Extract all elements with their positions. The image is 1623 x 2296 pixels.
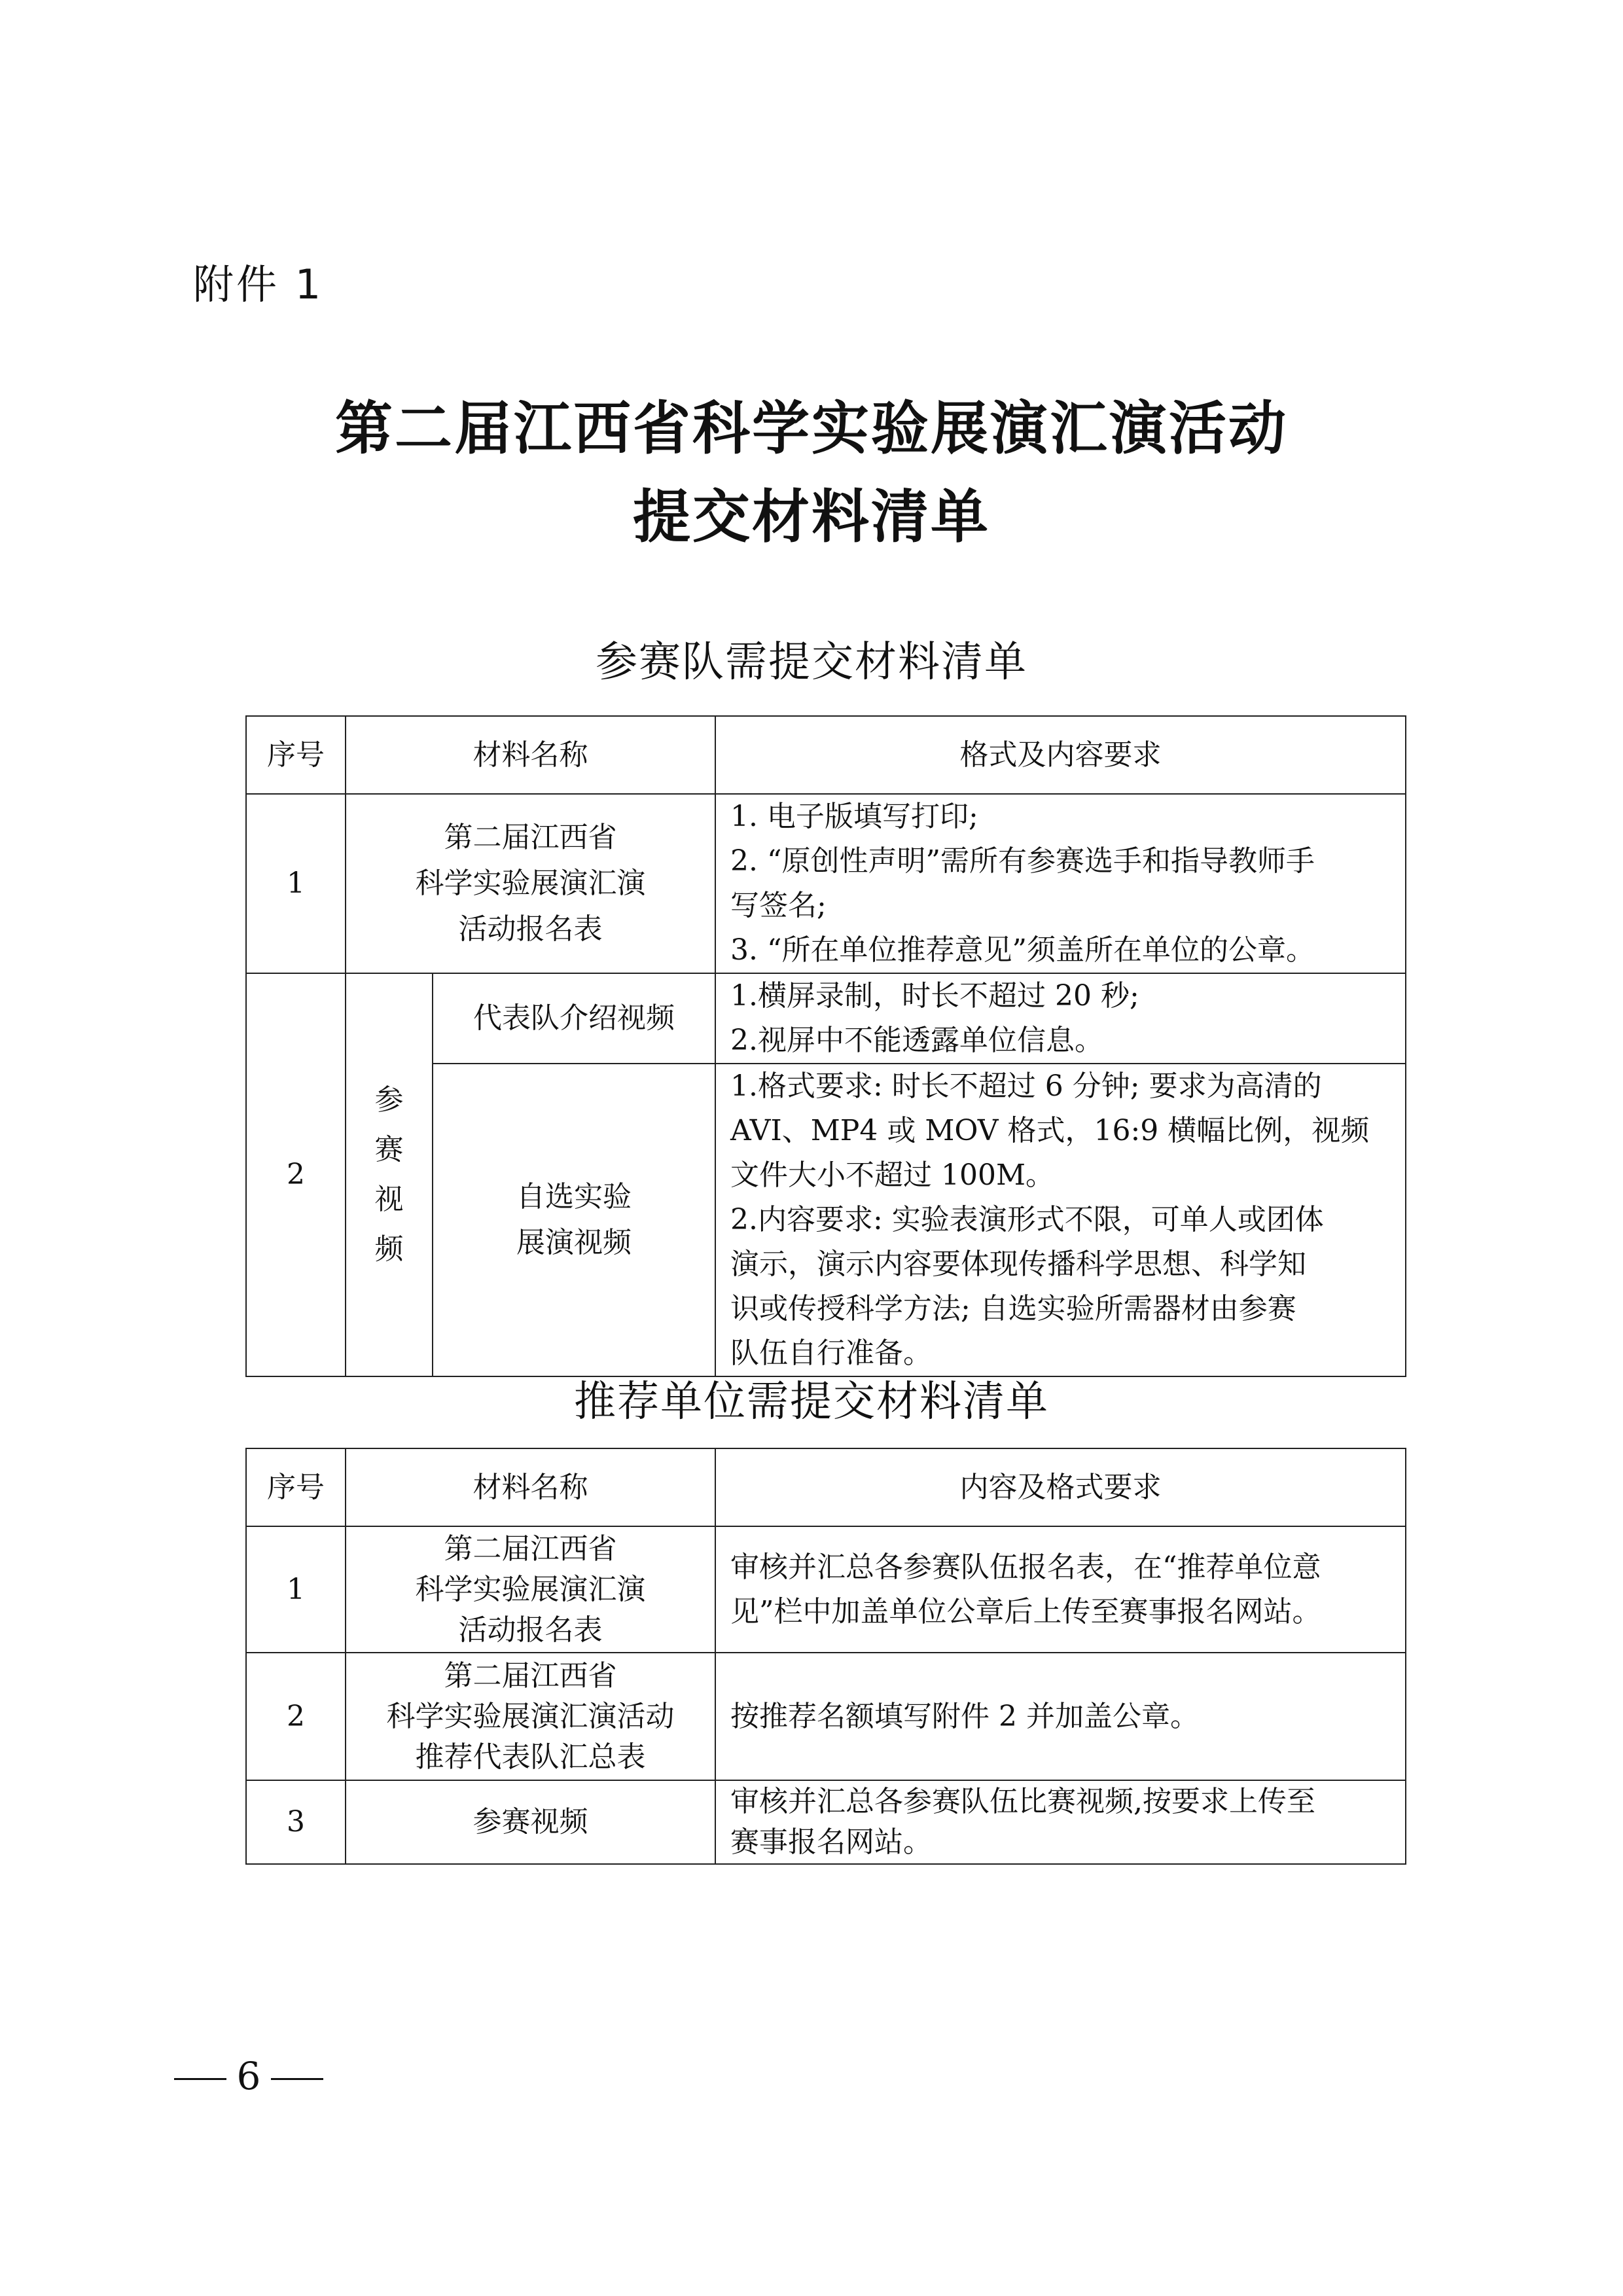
requirement-line: 1. 电子版填写打印;: [730, 800, 978, 833]
header-material-name: 材料名称: [346, 1448, 715, 1526]
header-requirements: 格式及内容要求: [715, 716, 1406, 794]
header-requirements: 内容及格式要求: [715, 1448, 1406, 1526]
requirement-line: 2. “原创性声明”需所有参赛选手和指导教师手: [730, 844, 1315, 878]
header-material-name: 材料名称: [346, 716, 715, 794]
material-name-line: 推荐代表队汇总表: [415, 1740, 646, 1774]
page-number: [0, 2054, 497, 2098]
video-group-char: 视: [374, 1183, 404, 1216]
table-header-row: [246, 1448, 1406, 1526]
material-name-line: 第二届江西省: [444, 821, 617, 854]
requirement-line: 文件大小不超过 100M。: [730, 1158, 1055, 1192]
page-dash-right: [271, 2078, 323, 2080]
requirement-line: 2.视屏中不能透露单位信息。: [730, 1024, 1103, 1057]
document-title-line-2: 提交材料清单: [632, 482, 990, 550]
requirement-line: 演示，演示内容要体现传播科学思想、科学知: [730, 1247, 1306, 1281]
material-name-line: 第二届江西省: [444, 1532, 617, 1566]
table-row: [246, 1526, 1406, 1653]
requirement-line: 审核并汇总各参赛队伍比赛视频,按要求上传至: [730, 1785, 1315, 1818]
requirement-line: AVI、MP4 或 MOV 格式，16:9 横幅比例，视频: [730, 1114, 1370, 1147]
page-dash-left: [174, 2078, 226, 2080]
requirements-cell: [715, 973, 1406, 1064]
material-name-line: 活动报名表: [458, 912, 603, 946]
table-row: [246, 794, 1406, 973]
material-name-cell: 代表队介绍视频: [433, 973, 715, 1064]
team-table-heading: 参赛队需提交材料清单: [596, 638, 1027, 687]
material-name-line: 科学实验展演汇演活动: [386, 1699, 675, 1733]
requirements-cell: [715, 1653, 1406, 1780]
requirement-line: 识或传授科学方法; 自选实验所需器材由参赛: [730, 1292, 1296, 1325]
video-group-char: 参: [374, 1083, 404, 1117]
header-index: 序号: [246, 716, 346, 794]
material-name-cell: [346, 1653, 715, 1780]
table-row: [246, 1653, 1406, 1780]
team-materials-table: [245, 715, 1406, 1377]
requirement-line: 3. “所在单位推荐意见”须盖所在单位的公章。: [730, 933, 1315, 967]
requirements-cell: [715, 1526, 1406, 1653]
requirement-line: 审核并汇总各参赛队伍报名表，在“推荐单位意: [730, 1550, 1321, 1584]
document-title-line-1: 第二届江西省科学实验展演汇演活动: [334, 394, 1288, 462]
row-index: 2: [246, 973, 346, 1376]
requirement-line: 2.内容要求: 实验表演形式不限，可单人或团体: [730, 1203, 1324, 1236]
row-index: 3: [246, 1780, 346, 1864]
row-index: 2: [246, 1653, 346, 1780]
table-row: [246, 973, 1406, 1064]
page-number-value: 6: [236, 2054, 261, 2098]
requirement-line: 1.横屏录制，时长不超过 20 秒;: [730, 979, 1139, 1013]
requirements-cell: [715, 1064, 1406, 1376]
video-group-char: 赛: [374, 1133, 404, 1166]
table-row: [246, 1780, 1406, 1864]
material-name-line: 科学实验展演汇演: [415, 867, 646, 900]
attachment-label: 附件 1: [193, 260, 324, 308]
material-name-line: 科学实验展演汇演: [415, 1572, 646, 1606]
material-name-line: 活动报名表: [458, 1613, 603, 1647]
requirement-line: 队伍自行准备。: [730, 1336, 932, 1370]
requirement-line: 按推荐名额填写附件 2 并加盖公章。: [730, 1699, 1199, 1733]
material-name-cell: [433, 1064, 715, 1376]
requirements-cell: [715, 1780, 1406, 1864]
requirement-line: 赛事报名网站。: [730, 1825, 932, 1859]
requirement-line: 写签名;: [730, 889, 827, 922]
material-name-cell: [346, 1526, 715, 1653]
unit-materials-table: [245, 1448, 1406, 1865]
video-group-cell: [346, 973, 433, 1376]
requirement-line: 见”栏中加盖单位公章后上传至赛事报名网站。: [730, 1594, 1321, 1628]
video-group-char: 频: [374, 1232, 404, 1266]
unit-table-heading: 推荐单位需提交材料清单: [574, 1378, 1049, 1426]
material-name-line: 第二届江西省: [444, 1659, 617, 1693]
material-name-cell: 参赛视频: [346, 1780, 715, 1864]
material-name-line: 展演视频: [516, 1226, 632, 1259]
row-index: 1: [246, 794, 346, 973]
requirement-line: 1.格式要求: 时长不超过 6 分钟; 要求为高清的: [730, 1069, 1322, 1103]
material-name-line: 自选实验: [516, 1180, 632, 1213]
material-name-cell: [346, 794, 715, 973]
row-index: 1: [246, 1526, 346, 1653]
requirements-cell: [715, 794, 1406, 973]
header-index: 序号: [246, 1448, 346, 1526]
table-header-row: [246, 716, 1406, 794]
